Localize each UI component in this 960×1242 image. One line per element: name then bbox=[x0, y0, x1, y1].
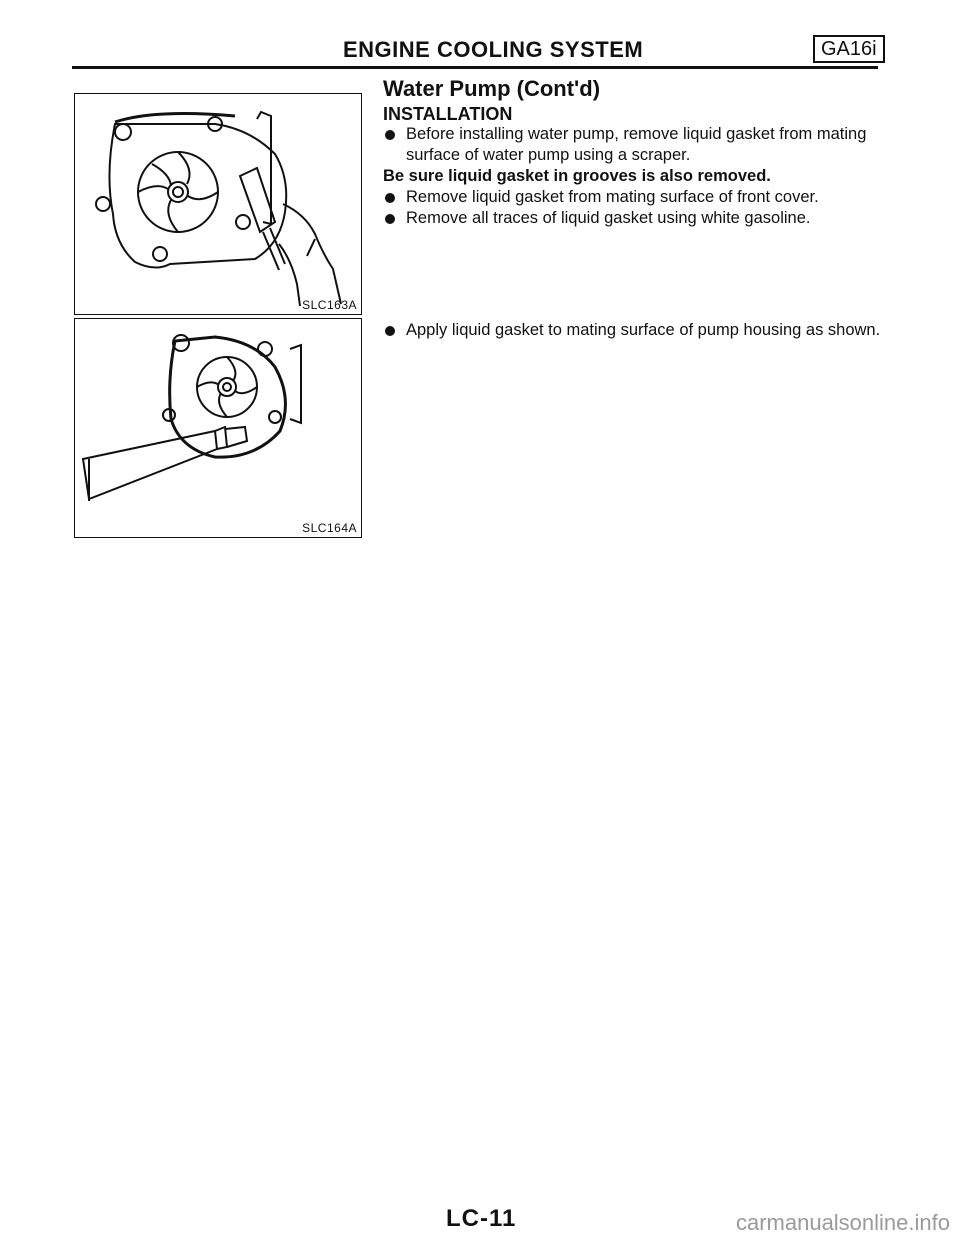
bullet-icon bbox=[385, 130, 395, 140]
step-1 bbox=[383, 124, 883, 166]
step-4 bbox=[383, 320, 883, 341]
figure-2-code: SLC164A bbox=[302, 521, 357, 535]
engine-code-badge: GA16i bbox=[813, 35, 885, 63]
section-title: Water Pump (Cont'd) bbox=[383, 76, 601, 101]
water-pump-gasket-tube-illustration bbox=[75, 319, 361, 537]
page-number: LC-11 bbox=[446, 1205, 517, 1232]
instruction-group-1 bbox=[383, 124, 883, 229]
step-2-text: Remove liquid gasket from mating surface of front cover. bbox=[406, 188, 819, 206]
instruction-group-2 bbox=[383, 320, 883, 341]
step-3 bbox=[383, 208, 883, 229]
step-1-text: Before installing water pump, remove liquid gasket from mating surface of water pump using a scraper. bbox=[406, 125, 867, 164]
subsection-title: INSTALLATION bbox=[383, 104, 513, 124]
watermark: carmanualsonline.info bbox=[735, 1210, 950, 1235]
bullet-icon bbox=[385, 326, 395, 336]
bullet-icon bbox=[385, 214, 395, 224]
figure-scraper-removal bbox=[74, 93, 362, 315]
note-text: Be sure liquid gasket in grooves is also removed. bbox=[383, 167, 771, 185]
header-rule bbox=[72, 66, 878, 69]
water-pump-scraper-illustration bbox=[75, 94, 361, 314]
header-title: ENGINE COOLING SYSTEM bbox=[343, 37, 644, 62]
step-2 bbox=[383, 187, 883, 208]
figure-1-code: SLC163A bbox=[302, 298, 357, 312]
figure-apply-gasket bbox=[74, 318, 362, 538]
bullet-icon bbox=[385, 193, 395, 203]
step-4-text: Apply liquid gasket to mating surface of pump housing as shown. bbox=[406, 321, 881, 339]
step-3-text: Remove all traces of liquid gasket using white gasoline. bbox=[406, 209, 811, 227]
